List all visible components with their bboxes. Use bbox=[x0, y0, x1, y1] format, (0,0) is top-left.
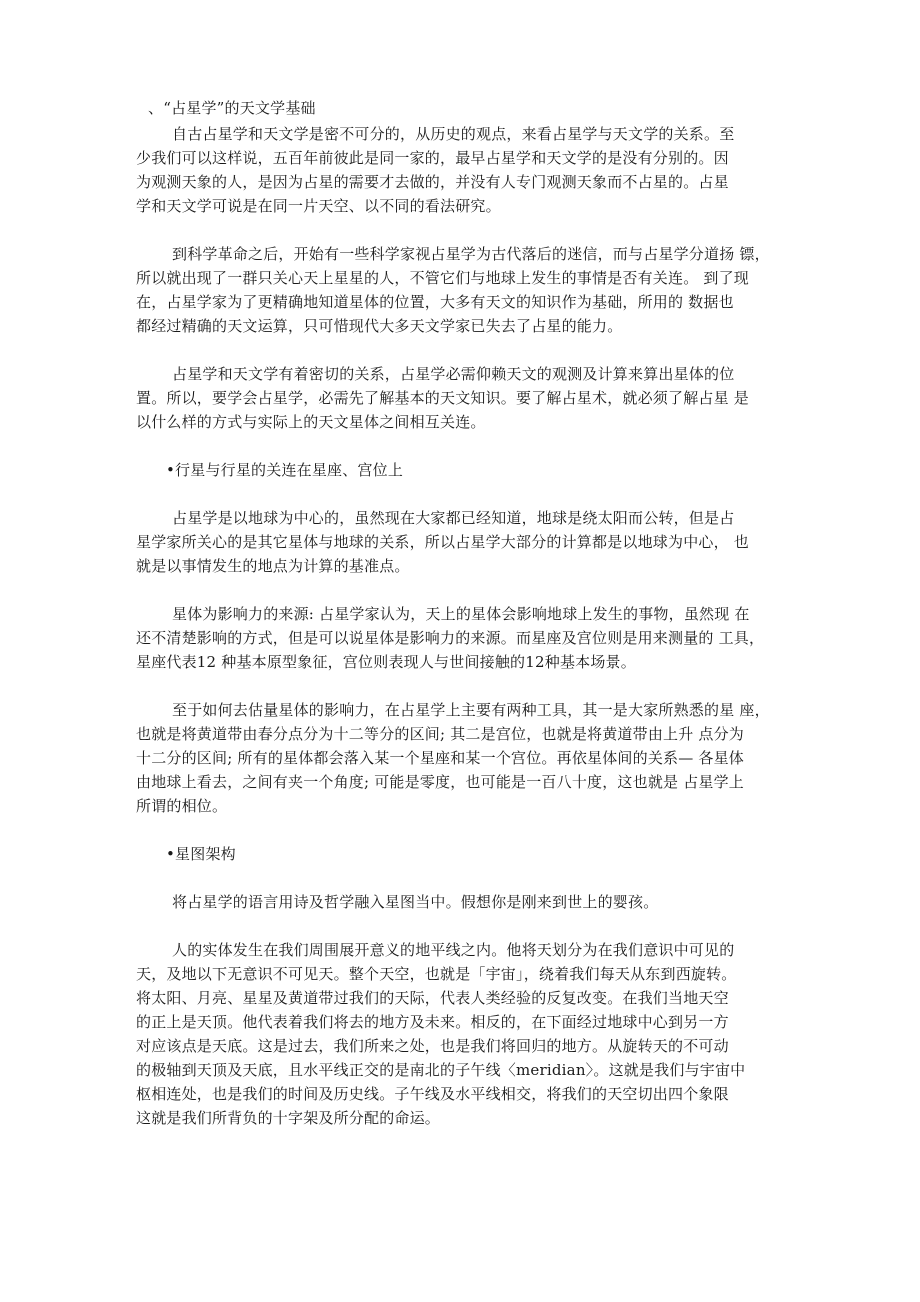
paragraph-6-line-3: 十二分的区间; 所有的星体都会落入某一个星座和某一个宫位。再依星体间的关系— 各星体 bbox=[136, 749, 744, 767]
paragraph-6-line-4: 由地球上看去，之间有夹一个角度; 可能是零度，也可能是一百八十度，这也就是 占星学上 bbox=[136, 773, 744, 791]
paragraph-1-line-2: 少我们可以这样说，五百年前彼此是同一家的，最早占星学和天文学的是没有分别的。因 bbox=[136, 149, 729, 167]
paragraph-5-line-1: 星体为影响力的来源: 占星学家认为，天上的星体会影响地球上发生的事物，虽然现 在 bbox=[172, 605, 750, 623]
paragraph-6-line-1: 至于如何去估量星体的影响力，在占星学上主要有两种工具，其一是大家所熟悉的星 座， bbox=[172, 701, 770, 719]
paragraph-6-line-5: 所谓的相位。 bbox=[136, 797, 228, 815]
section-heading: 、“占星学”的天文学基础 bbox=[148, 99, 316, 117]
paragraph-4-line-3: 就是以事情发生的地点为计算的基准点。 bbox=[136, 557, 410, 575]
paragraph-3-line-2: 置。所以，要学会占星学，必需先了解基本的天文知识。要了解占星术，就必须了解占星 是 bbox=[136, 389, 749, 407]
paragraph-8-line-2: 天，及地以下无意识不可见天。整个天空，也就是「宇宙」，绕着我们每天从东到西旋转。 bbox=[136, 965, 737, 983]
paragraph-8-line-6: 的极轴到天顶及天底，且水平线正交的是南北的子午线〈meridian〉。这就是我们与宇宙中 bbox=[136, 1061, 746, 1079]
paragraph-8-line-1: 人的实体发生在我们周围展开意义的地平线之内。他将天划分为在我们意识中可见的 bbox=[172, 941, 735, 959]
paragraph-8-line-8: 这就是我们所背负的十字架及所分配的命运。 bbox=[136, 1109, 441, 1127]
paragraph-4-line-2: 星学家所关心的是其它星体与地球的关系，所以占星学大部分的计算都是以地球为中心， 也 bbox=[136, 533, 749, 551]
paragraph-3-line-3: 以什么样的方式与实际上的天文星体之间相互关连。 bbox=[136, 413, 486, 431]
paragraph-1-line-3: 为观测天象的人，是因为占星的需要才去做的，并没有人专门观测天象而不占星的。占星 bbox=[136, 173, 729, 191]
paragraph-8-line-5: 对应该点是天底。这是过去，我们所来之处，也是我们将回归的地方。从旋转天的不可动 bbox=[136, 1037, 729, 1055]
paragraph-5-line-3: 星座代表12 种基本原型象征，宫位则表现人与世间接触的12种基本场景。 bbox=[136, 653, 636, 671]
paragraph-2-line-2: 所以就出现了一群只关心天上星星的人，不管它们与地球上发生的事情是否有关连。 到了现 bbox=[136, 269, 749, 287]
paragraph-2-line-4: 都经过精确的天文运算，只可惜现代大多天文学家已失去了占星的能力。 bbox=[136, 317, 623, 335]
bullet-heading-planets: •行星与行星的关连在星座、宫位上 bbox=[166, 461, 404, 479]
paragraph-8-line-7: 枢相连处，也是我们的时间及历史线。子午线及水平线相交，将我们的天空切出四个象限 bbox=[136, 1085, 729, 1103]
paragraph-7-line-1: 将占星学的语言用诗及哲学融入星图当中。假想你是刚来到世上的婴孩。 bbox=[172, 893, 659, 911]
paragraph-8-line-3: 将太阳、月亮、星星及黄道带过我们的天际，代表人类经验的反复改变。在我们当地天空 bbox=[136, 989, 729, 1007]
paragraph-2-line-1: 到科学革命之后，开始有一些科学家视占星学为古代落后的迷信，而与占星学分道扬 镖， bbox=[172, 245, 770, 263]
paragraph-6-line-2: 也就是将黄道带由春分点分为十二等分的区间; 其二是宫位，也就是将黄道带由上升 点分为 bbox=[136, 725, 744, 743]
paragraph-2-line-3: 在，占星学家为了更精确地知道星体的位置，大多有天文的知识作为基础，所用的 数据也 bbox=[136, 293, 734, 311]
paragraph-5-line-2: 还不清楚影响的方式，但是可以说星体是影响力的来源。而星座及宫位则是用来测量的 工具， bbox=[136, 629, 765, 647]
paragraph-1-line-4: 学和天文学可说是在同一片天空、以不同的看法研究。 bbox=[136, 197, 501, 215]
paragraph-4-line-1: 占星学是以地球为中心的，虽然现在大家都已经知道，地球是绕太阳而公转，但是占 bbox=[172, 509, 735, 527]
paragraph-3-line-1: 占星学和天文学有着密切的关系，占星学必需仰赖天文的观测及计算来算出星体的位 bbox=[172, 365, 735, 383]
paragraph-1-line-1: 自古占星学和天文学是密不可分的，从历史的观点，来看占星学与天文学的关系。至 bbox=[172, 125, 735, 143]
bullet-heading-chart-structure: •星图架构 bbox=[166, 845, 236, 863]
paragraph-8-line-4: 的正上是天顶。他代表着我们将去的地方及未来。相反的，在下面经过地球中心到另一方 bbox=[136, 1013, 729, 1031]
